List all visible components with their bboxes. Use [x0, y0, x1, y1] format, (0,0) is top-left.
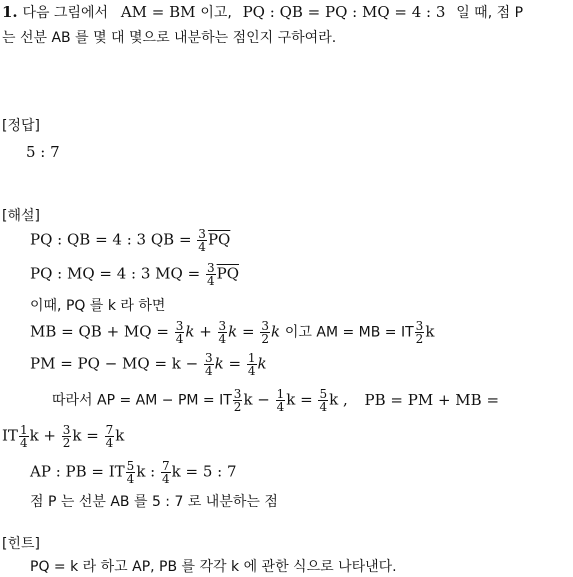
solution-line-8: AP : PB = IT $\frac{5}{4}$ k : $\frac{7}{4}$ k = 5 : 7 [30, 459, 237, 486]
answer-value: 5 : 7 [26, 143, 60, 161]
solution-line-6: 따라서 AP = AM − PM = IT $\frac{3}{2}$ k − $\frac{1}{4}$ k = $\frac{5}{4}$ k , PB = PM + MB = [52, 387, 500, 414]
hint-text: PQ = k 라 하고 AP, PB 를 각각 k 에 관한 식으로 나타낸다. [30, 559, 397, 575]
fraction: $\frac{3}{4}$ [198, 227, 206, 254]
fraction: $\frac{3}{4}$ [206, 261, 215, 288]
solution-line-1: PQ : QB = 4 : 3 QB = $\frac{3}{4}$ $\overline{PQ}$ [30, 227, 231, 254]
problem-number: 1. [2, 3, 18, 21]
solution-header: [해설] [2, 208, 40, 224]
solution-line-7: IT $\frac{1}{4}$ k + $\frac{3}{2}$ k = $\frac{7}{4}$ k [2, 423, 125, 450]
solution-line-9: 점 P 는 선분 AB 를 5 : 7 로 내분하는 점 [30, 494, 278, 510]
problem-text-prefix: 다음 그림에서 [22, 5, 109, 21]
problem-text-mid: 이고, [200, 5, 232, 21]
problem-text-suffix: 일 때, 점 P [456, 5, 524, 21]
problem-condition-1: AM = BM [120, 3, 196, 21]
solution-line-2: PQ : MQ = 4 : 3 MQ = $\frac{3}{4}$ $\overline{PQ}$ [30, 261, 239, 288]
solution-line-5: PM = PQ − MQ = k − $\frac{3}{4}$ k = $\frac{1}{4}$ k [30, 351, 267, 378]
problem-line-2: 는 선분 AB 를 몇 대 몇으로 내분하는 점인지 구하여라. [2, 30, 337, 46]
answer-header: [정답] [2, 118, 40, 134]
problem-condition-2: PQ : QB = PQ : MQ = 4 : 3 [242, 3, 446, 21]
hint-header: [힌트] [2, 536, 40, 552]
solution-line-3: 이때, PQ 를 k 라 하면 [30, 298, 166, 314]
solution-line-4: MB = QB + MQ = $\frac{3}{4}$ k + $\frac{3}{4}$ k = $\frac{3}{2}$ k 이고 AM = MB = IT $\frac{3}{2}$ k [30, 319, 435, 346]
problem-line-1 [2, 2, 523, 23]
